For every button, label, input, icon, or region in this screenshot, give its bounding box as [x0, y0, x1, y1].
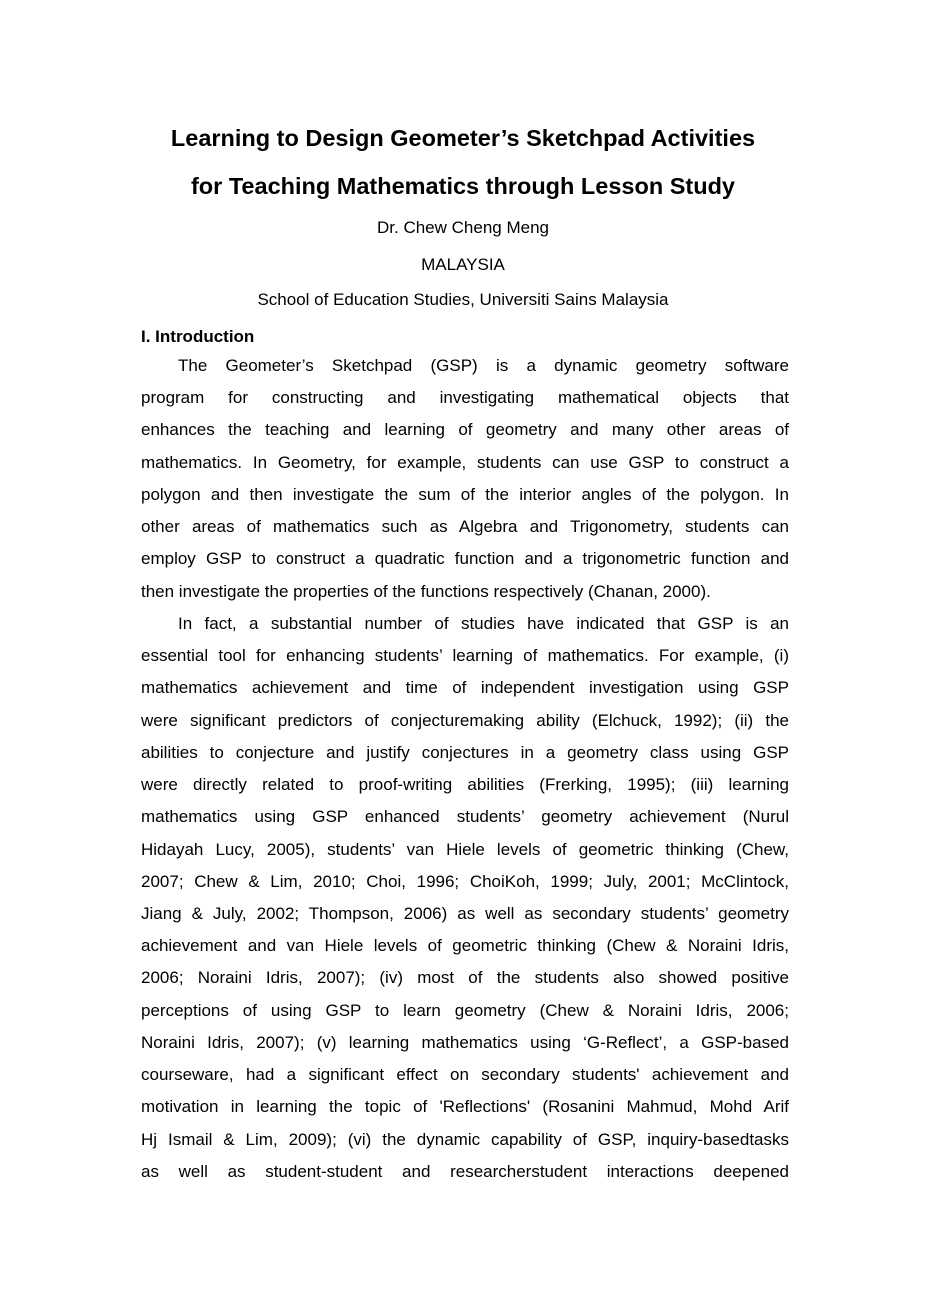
paragraph: [141, 608, 789, 1188]
text-line: other areas of mathematics such as Algebra and Trigonometry, students can: [141, 517, 789, 537]
text-line: In fact, a substantial number of studies have indicated that GSP is an: [178, 613, 789, 633]
text-line: were directly related to proof-writing abilities (Frerking, 1995); (iii) learning: [141, 775, 789, 795]
text-line: mathematics using GSP enhanced students’ geometry achievement (Nurul: [141, 807, 789, 827]
text-line: as well as student-student and researcherstudent interactions deepened: [141, 1161, 789, 1181]
text-line: Hidayah Lucy, 2005), students’ van Hiele levels of geometric thinking (Chew,: [141, 839, 789, 859]
text-line: abilities to conjecture and justify conjectures in a geometry class using GSP: [141, 742, 789, 762]
text-line: mathematics. In Geometry, for example, students can use GSP to construct a: [141, 452, 789, 472]
text-line: Hj Ismail & Lim, 2009); (vi) the dynamic capability of GSP, inquiry-basedtasks: [141, 1129, 789, 1149]
document-title-line-1: Learning to Design Geometer’s Sketchpad Activities: [170, 125, 756, 151]
text-line: courseware, had a significant effect on secondary students' achievement and: [141, 1065, 789, 1085]
author-name: Dr. Chew Cheng Meng: [377, 218, 549, 237]
text-line: mathematics achievement and time of independent investigation using GSP: [141, 678, 789, 698]
text-line: were significant predictors of conjecturemaking ability (Elchuck, 1992); (ii) the: [141, 710, 789, 730]
text-line: 2006; Noraini Idris, 2007); (iv) most of the students also showed positive: [141, 968, 789, 988]
text-line: employ GSP to construct a quadratic function and a trigonometric function and: [141, 549, 789, 569]
author-affiliation: School of Education Studies, Universiti Sains Malaysia: [257, 290, 669, 309]
text-line: 2007; Chew & Lim, 2010; Choi, 1996; ChoiKoh, 1999; July, 2001; McClintock,: [141, 871, 789, 891]
text-line: essential tool for enhancing students’ learning of mathematics. For example, (i): [141, 646, 789, 666]
text-line: program for constructing and investigating mathematical objects that: [141, 388, 789, 408]
author-country: MALAYSIA: [421, 255, 505, 274]
paragraph: [141, 350, 789, 608]
text-line: then investigate the properties of the functions respectively (Chanan, 2000).: [141, 581, 711, 601]
text-line: Jiang & July, 2002; Thompson, 2006) as well as secondary students’ geometry: [141, 903, 789, 923]
text-line: Noraini Idris, 2007); (v) learning mathematics using ‘G-Reflect’, a GSP-based: [141, 1032, 789, 1052]
text-line: achievement and van Hiele levels of geometric thinking (Chew & Noraini Idris,: [141, 936, 789, 956]
text-line: The Geometer’s Sketchpad (GSP) is a dynamic geometry software: [178, 356, 789, 375]
text-line: motivation in learning the topic of 'Reflections' (Rosanini Mahmud, Mohd Arif: [141, 1097, 789, 1117]
section-heading: I. Introduction: [141, 327, 255, 346]
text-line: enhances the teaching and learning of geometry and many other areas of: [141, 420, 789, 440]
text-line: polygon and then investigate the sum of the interior angles of the polygon. In: [141, 484, 789, 504]
document-title-line-2: for Teaching Mathematics through Lesson Study: [190, 173, 736, 199]
body-text: [141, 350, 789, 1188]
text-line: perceptions of using GSP to learn geometry (Chew & Noraini Idris, 2006;: [141, 1000, 789, 1020]
